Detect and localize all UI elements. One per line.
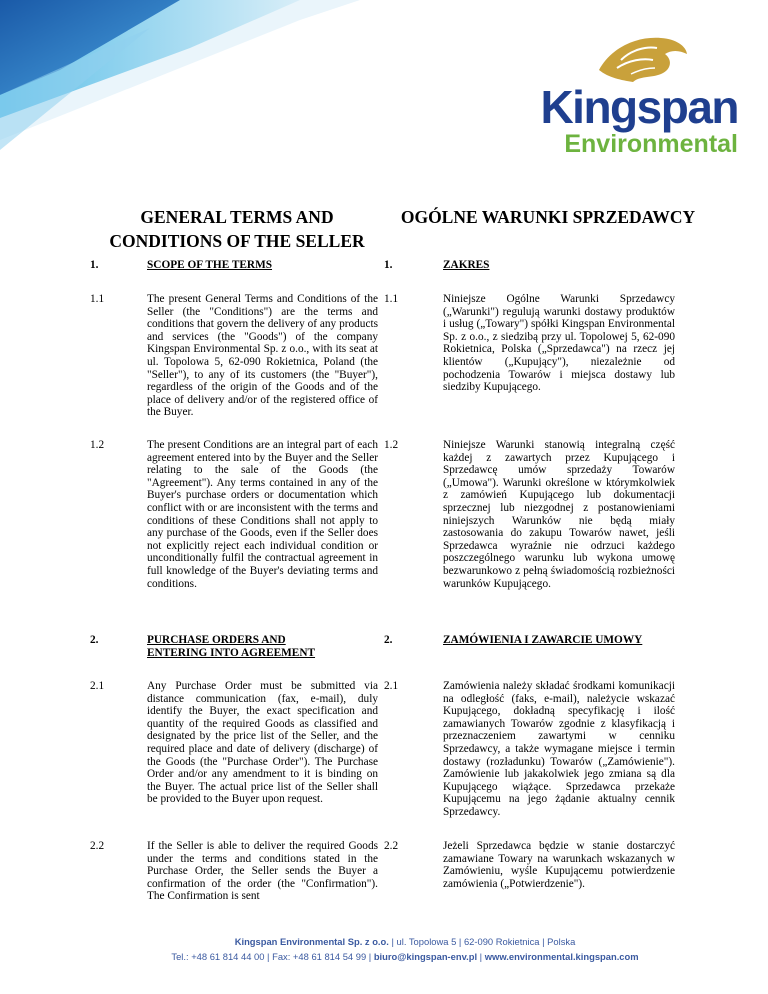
- section-number-en: 1.: [90, 259, 99, 271]
- clause-text-pl: Jeżeli Sprzedawca będzie w stanie dostarczyć zamawiane Towary na warunkach wskazanych w Zamówieniu, wyśle Kupującemu potwierdzenie zamówienia („Potwierdzenie").: [443, 840, 675, 890]
- footer-website[interactable]: www.environmental.kingspan.com: [484, 951, 639, 962]
- clause-text-pl: Niniejsze Warunki stanowią integralną część każdej z zawartych przez Kupującego i Sprzedawcę umów sprzedaży Towarów („Umowa"). Warunki określone w którymkolwiek z zamówień Kupującego lub dokumentacji sprzecznej lub niezgodnej z postanowieniami niniejszych Warunków nie będą miały zastosowania do zakupu Towarów nawet, jeśli Sprzedawca wyraźnie nie odrzuci każdego poszczególnego warunku lub wykona umowę bezwarunkowo z pełną świadomością rozbieżności warunków Kupującego.: [443, 439, 675, 590]
- clause-text-en: The present General Terms and Conditions of the Seller (the "Conditions") are the terms and conditions that govern the delivery of any products and services (the "Goods") of the company Kingspan Environmental Sp. z o.o., with its seat at ul. Topolowa 5, 62-090 Rokietnica, Poland (the "Seller"), to any of its customers (the "Buyer"), regardless of the origin of the Goods and of the place of delivery and/or of the registered office of the Buyer.: [147, 293, 378, 419]
- clause-text-en: Any Purchase Order must be submitted via distance communication (fax, e-mail), duly identify the Buyer, the exact specification and quantity of the required Goods as classified and designated by the price list of the Seller, and the required place and date of delivery (discharge) of the Goods (the "Purchase Order"). The Purchase Order and/or any amendment to it is binding on the Buyer. The actual price list of the Seller shall be provided to the Buyer upon request.: [147, 680, 378, 806]
- footer-email[interactable]: biuro@kingspan-env.pl: [373, 951, 478, 962]
- clause-text-pl: Zamówienia należy składać środkami komunikacji na odległość (faks, e-mail), należycie wskazać Kupującego, dokładną specyfikację i ilość zamawianych Towarów zgodnie z klasyfikacją i przeznaczeniem zawartymi w cenniku Sprzedawcy, a także wymagane miejsce i termin dostawy (rozładunku) Towarów („Zamówienie"). Zamówienie lub jakakolwiek jego zmiana są dla Kupującego wiążące. Sprzedawca przekaże Kupującemu na jego żądanie aktualny cennik Sprzedawcy.: [443, 680, 675, 818]
- footer-address: ul. Topolowa 5 | 62-090 Rokietnica | Polska: [396, 936, 576, 947]
- clause-number-pl: 2.2: [384, 840, 399, 852]
- section-number-en: 2.: [90, 634, 99, 646]
- clause-text-pl: Niniejsze Ogólne Warunki Sprzedawcy („Warunki") regulują warunki dostawy produktów i usług („Towary") spółki Kingspan Environmental Sp. z o.o., z siedzibą przy ul. Topolowej 5, 62-090 Rokietnica, Polska („Sprzedawca") na rzecz jej klientów („Kupujący"), niezależnie od pochodzenia Towarów i miejsca dostawy lub siedziby Kupującego.: [443, 293, 675, 394]
- clause-number-pl: 1.1: [384, 293, 399, 305]
- section-heading-pl: ZAKRES: [443, 259, 490, 271]
- footer-line-2: Tel.: +48 61 814 44 00 | Fax: +48 61 814 54 99 | biuro@kingspan-env.pl | www.environmental.kingspan.com: [171, 951, 639, 962]
- clause-number-en: 1.2: [90, 439, 105, 451]
- lion-icon: [591, 30, 691, 88]
- brand-name: Kingspan: [540, 81, 738, 133]
- clause-number-pl: 2.1: [384, 680, 399, 692]
- section-heading-en: SCOPE OF THE TERMS: [147, 259, 273, 271]
- clause-text-en: If the Seller is able to deliver the required Goods under the terms and conditions stated in the Purchase Order, the Seller sends the Buyer a confirmation of the order (the "Confirmation"). The Confirmation is sent: [147, 840, 378, 903]
- clause-number-en: 2.2: [90, 840, 105, 852]
- footer-company: Kingspan Environmental Sp. z o.o.: [234, 936, 389, 947]
- brand-subtitle: Environmental: [564, 130, 738, 158]
- section-number-pl: 2.: [384, 634, 393, 646]
- clause-number-pl: 1.2: [384, 439, 399, 451]
- section-heading-en: PURCHASE ORDERS AND ENTERING INTO AGREEMENT: [147, 634, 316, 659]
- footer-line-1: Kingspan Environmental Sp. z o.o. | ul. Topolowa 5 | 62-090 Rokietnica | Polska: [234, 936, 576, 947]
- corner-decoration: [0, 0, 360, 160]
- title-pl: OGÓLNE WARUNKI SPRZEDAWCY: [400, 207, 696, 227]
- clause-number-en: 1.1: [90, 293, 105, 305]
- clause-number-en: 2.1: [90, 680, 105, 692]
- clause-text-en: The present Conditions are an integral part of each agreement entered into by the Buyer and the Seller relating to the sale of the Goods (the "Agreement"). Any terms contained in any of the Buyer's purchase orders or documentation which conflict with or are inconsistent with the terms and conditions of these Conditions shall not apply to any purchase of the Goods, even if the Seller does not explicitly reject each individual condition or unconditionally fulfil the contractual agreement in full knowledge of the Buyer's deviating terms and conditions.: [147, 439, 378, 590]
- section-heading-pl: ZAMÓWIENIA I ZAWARCIE UMOWY: [443, 634, 643, 646]
- title-en: GENERAL TERMS AND CONDITIONS OF THE SELLER: [109, 207, 365, 251]
- footer-contact: Tel.: +48 61 814 44 00 | Fax: +48 61 814 54 99 |: [171, 951, 374, 962]
- kingspan-logo: [533, 30, 738, 160]
- section-number-pl: 1.: [384, 259, 393, 271]
